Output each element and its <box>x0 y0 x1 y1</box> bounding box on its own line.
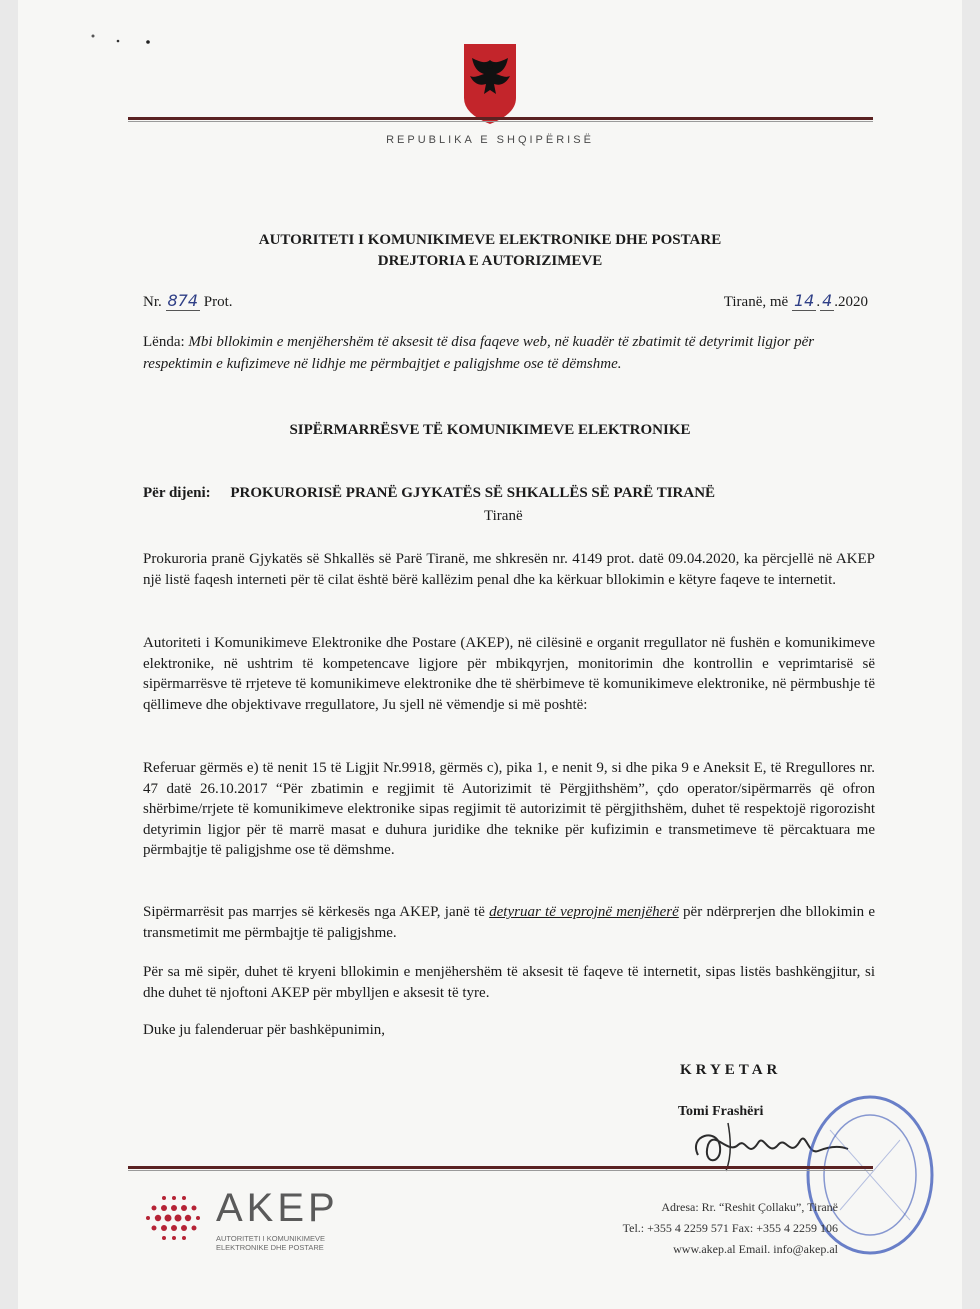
cc-city: Tiranë <box>484 508 523 524</box>
date-year: .2020 <box>834 294 868 310</box>
cc-institution: PROKURORISË PRANË GJYKATËS SË SHKALLËS SË PARË TIRANË <box>230 485 716 501</box>
body-paragraph-3: Referuar gërmës e) të nenit 15 të Ligjit Nr.9918, gërmës c), pika 1, e nenit 9, si dhe pika 9 e Aneksit E, të Rregullores nr. 47 datë 26.10.2017 “Për zbatimin e regjimit të Autorizimit të Përgjithshëm”, çdo operator/sipërmarrës që ofron shërbime/rrjete të komunikimeve elektronike sipas regjimit të autorizimit të përgjithshëm, duhet të respektojë rigorozisht detyrimin ligjor për të marrë masat e duhura juridike dhe teknike për kufizimin e transmetimeve të përcaktuara me përmbajtje të paligjshme ose të dëmshme. <box>143 760 875 858</box>
cc-line <box>143 485 715 502</box>
body-paragraph-5: Për sa më sipër, duhet të kryeni bllokimin e menjëhershëm të aksesit të faqeve të internetit, sipas listës bashkëngjitur, si dhe duhet të njoftoni AKEP për mbylljen e aksesit të tyre. <box>143 964 875 1001</box>
p4-before: Sipërmarrësit pas marrjes së kërkesës nga AKEP, janë të <box>143 904 490 920</box>
body-paragraph-2: Autoriteti i Komunikimeve Elektronike dhe Postare (AKEP), në cilësinë e organit rregullator në fushën e komunikimeve elektronike, në ushtrim të kompetencave ligjore për mbikqyrjen, monitorimin dhe kontrollin e veprimtarisë së sipërmarrësve të rrjeteve të komunikimeve elektronike dhe të shërbimeve të komunikimeve elektronike, në përmbushje të qëllimeve dhe objektivave rregullatore, Ju sjell në vëmendje si më poshtë: <box>143 635 875 713</box>
date-month: 4 <box>822 291 833 310</box>
protocol-number <box>143 291 233 311</box>
date-prefix: Tiranë, më <box>723 294 789 310</box>
republic-caption: REPUBLIKA E SHQIPËRISË <box>386 134 594 146</box>
nr-handwritten-value: 874 <box>167 291 199 310</box>
closing-line: Duke ju falenderuar për bashkëpunimin, <box>143 1022 385 1038</box>
footer-address: Adresa: Rr. “Reshit Çollaku”, Tiranë <box>661 1200 838 1214</box>
authority-title: AUTORITETI I KOMUNIKIMEVE ELEKTRONIKE DHE POSTARE <box>258 232 722 248</box>
header-rule-thin <box>128 121 873 122</box>
footer-web-email: www.akep.al Email. info@akep.al <box>673 1242 838 1256</box>
subject-label: Lënda: <box>143 334 185 350</box>
subject-text: Mbi bllokimin e menjëhershëm të aksesit të disa faqeve web, në kuadër të zbatimit të detyrimit ligjor për respektimin e kufizimeve në lidhje me përmbajtjet e paligjshme ose të dëmshme. <box>143 334 815 372</box>
akep-sub-line-1: AUTORITETI I KOMUNIKIMEVE <box>216 1234 326 1243</box>
cc-label: Për dijeni: <box>143 485 211 501</box>
akep-logo-text: AKEP <box>216 1186 339 1230</box>
footer-rule <box>128 1166 873 1169</box>
footer-phone-fax: Tel.: +355 4 2259 571 Fax: +355 4 2259 106 <box>622 1221 838 1235</box>
akep-logo-subtitle <box>216 1234 376 1252</box>
akep-sub-line-2: ELEKTRONIKE DHE POSTARE <box>216 1243 324 1252</box>
recipient-heading: SIPËRMARRËSVE TË KOMUNIKIMEVE ELEKTRONIKE <box>289 422 691 438</box>
scan-speckles <box>88 30 168 50</box>
date-day: 14 <box>793 291 815 310</box>
nr-label: Nr. <box>143 294 162 310</box>
body-paragraph-1: Prokuroria pranë Gjykatës së Shkallës së Parë Tiranë, me shkresën nr. 4149 prot. datë 09.04.2020, ka përcjellë në AKEP një listë faqesh interneti për të cilat është bërë kallëzim penal dhe ka kërkuar bllokimin e këtyre faqeve te internetit. <box>143 551 875 588</box>
document-date: Tiranë, më 14 . 4 .2020 <box>723 291 868 310</box>
albanian-eagle-emblem-icon <box>460 42 520 126</box>
subject-line <box>143 331 873 375</box>
directorate-title: DREJTORIA E AUTORIZIMEVE <box>377 253 603 269</box>
body-paragraph-4 <box>143 902 875 943</box>
header-rule <box>128 117 873 120</box>
p4-emphasis: detyruar të veprojnë menjëherë <box>489 904 679 920</box>
signatory-name: Tomi Frashëri <box>678 1104 764 1119</box>
signatory-title: KRYETAR <box>680 1062 782 1078</box>
prot-label: Prot. <box>203 294 233 310</box>
p4-after: për ndërprerjen dhe bllokimin e transmetimit me përmbajtje të paligjshme. <box>143 904 875 941</box>
footer-rule-thin <box>128 1170 873 1171</box>
document-page <box>18 0 962 1309</box>
